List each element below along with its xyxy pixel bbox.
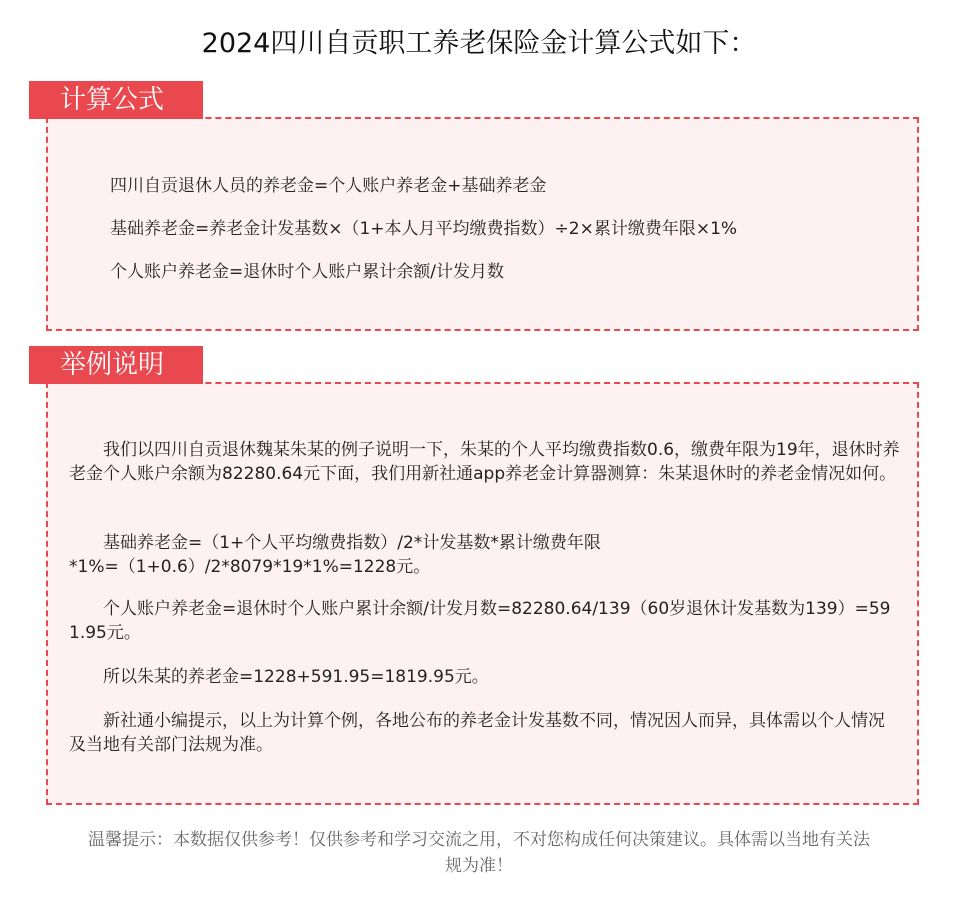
example-paragraph-personal-account: 个人账户养老金=退休时个人账户累计余额/计发月数=82280.64/139（60岁退休计发基数为139）=591.95元。 (69, 599, 891, 643)
formula-section-tab: 计算公式 (29, 81, 203, 119)
page-title: 2024四川自贡职工养老保险金计算公式如下： (201, 28, 757, 59)
example-section-tab: 举例说明 (29, 346, 203, 384)
example-paragraph-intro: 我们以四川自贡退休魏某朱某的例子说明一下，朱某的个人平均缴费指数0.6，缴费年限为19年，退休时养老金个人账户余额为82280.64元下面，我们用新社通app养老金计算器测算：朱某退休时的养老金情况如何。 (69, 440, 900, 484)
formula-line-total: 四川自贡退休人员的养老金=个人账户养老金+基础养老金 (110, 176, 547, 196)
footer-note-line2: 规为准！ (445, 856, 513, 876)
example-paragraph-tip: 新社通小编提示，以上为计算个例，各地公布的养老金计发基数不同，情况因人而异，具体需以个人情况及当地有关部门法规为准。 (69, 711, 885, 755)
example-section-box (46, 382, 919, 805)
example-paragraph-total: 所以朱某的养老金=1228+591.95=1819.95元。 (103, 667, 489, 687)
example-paragraph-basic-formula: 基础养老金=（1+个人平均缴费指数）/2*计发基数*累计缴费年限 (103, 533, 601, 553)
footer-note (0, 827, 958, 879)
formula-section-box (46, 117, 919, 331)
footer-note-line1: 温馨提示：本数据仅供参考！仅供参考和学习交流之用，不对您构成任何决策建议。具体需以当地有关法 (88, 830, 870, 850)
formula-line-basic-pension: 基础养老金=养老金计发基数×（1+本人月平均缴费指数）÷2×累计缴费年限×1% (110, 219, 738, 239)
formula-line-personal-account: 个人账户养老金=退休时个人账户累计余额/计发月数 (110, 262, 504, 282)
example-paragraph-basic-result: *1%=（1+0.6）/2*8079*19*1%=1228元。 (69, 557, 431, 577)
